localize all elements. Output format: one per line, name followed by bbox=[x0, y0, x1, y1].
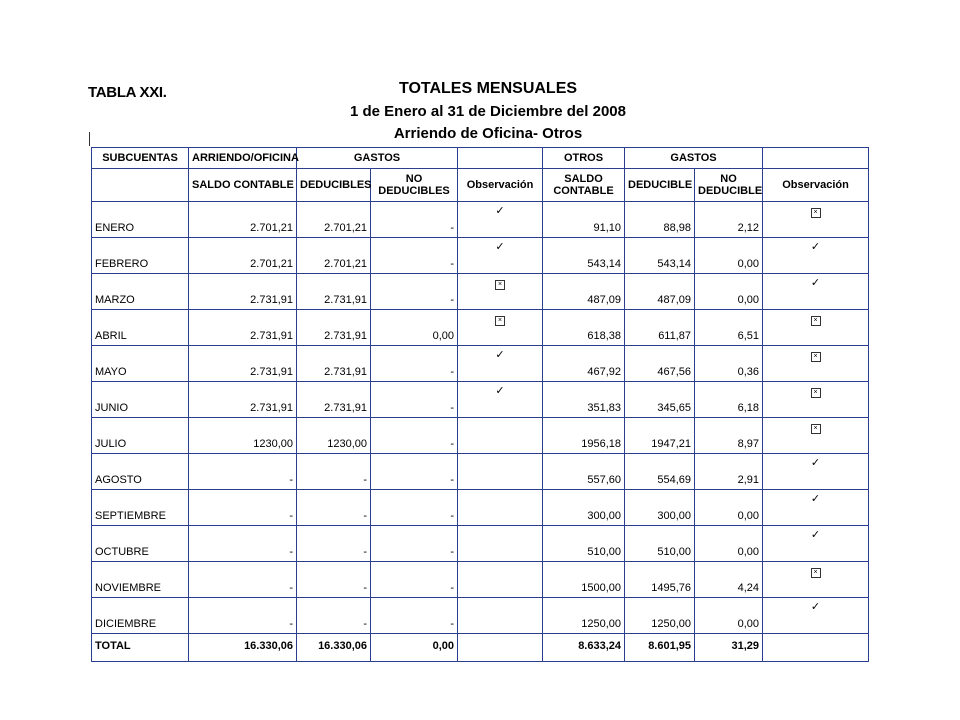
observacion-1-cell bbox=[458, 598, 543, 634]
table-row bbox=[92, 382, 869, 418]
no-deducibles-cell: - bbox=[371, 382, 458, 418]
observacion-1-cell bbox=[458, 310, 543, 346]
saldo-cell: 2.731,91 bbox=[189, 274, 297, 310]
saldo-cell: 2.701,21 bbox=[189, 202, 297, 238]
table-row bbox=[92, 490, 869, 526]
deducibles-cell: 2.701,21 bbox=[297, 238, 371, 274]
deducibles-cell: - bbox=[297, 526, 371, 562]
deducible-cell: 467,56 bbox=[625, 346, 695, 382]
header-otros: OTROS bbox=[543, 148, 625, 169]
saldo-cell: 2.701,21 bbox=[189, 238, 297, 274]
check-icon: ✓ bbox=[810, 241, 821, 253]
observacion-2-cell bbox=[763, 490, 869, 526]
otros-saldo-cell: 487,09 bbox=[543, 274, 625, 310]
saldo-cell: 2.731,91 bbox=[189, 310, 297, 346]
check-icon: ✓ bbox=[495, 205, 505, 217]
deducibles-cell: 2.731,91 bbox=[297, 274, 371, 310]
deducible-cell: 345,65 bbox=[625, 382, 695, 418]
saldo-cell: - bbox=[189, 562, 297, 598]
monthly-totals-table bbox=[91, 147, 869, 662]
no-deducible-cell: 0,00 bbox=[695, 238, 763, 274]
month-cell: ABRIL bbox=[92, 310, 189, 346]
total-otros-saldo: 8.633,24 bbox=[543, 634, 625, 662]
check-icon: ✓ bbox=[495, 385, 505, 397]
deducible-cell: 1947,21 bbox=[625, 418, 695, 454]
header-saldo-contable-1: SALDO CONTABLE bbox=[189, 169, 297, 202]
month-cell: FEBRERO bbox=[92, 238, 189, 274]
header-row-1 bbox=[92, 148, 869, 169]
table-row bbox=[92, 310, 869, 346]
no-deducible-cell: 6,51 bbox=[695, 310, 763, 346]
month-cell: OCTUBRE bbox=[92, 526, 189, 562]
boxed-x-icon: × bbox=[811, 566, 821, 578]
check-icon: ✓ bbox=[495, 241, 505, 253]
saldo-cell: 2.731,91 bbox=[189, 346, 297, 382]
no-deducible-cell: 4,24 bbox=[695, 562, 763, 598]
no-deducibles-cell: - bbox=[371, 418, 458, 454]
otros-saldo-cell: 1500,00 bbox=[543, 562, 625, 598]
boxed-x-icon: × bbox=[811, 422, 821, 434]
divider bbox=[89, 132, 90, 146]
observacion-2-cell bbox=[763, 382, 869, 418]
saldo-cell: - bbox=[189, 454, 297, 490]
deducibles-cell: - bbox=[297, 454, 371, 490]
boxed-x-icon: × bbox=[811, 350, 821, 362]
header-gastos-2: GASTOS bbox=[625, 148, 763, 169]
otros-saldo-cell: 467,92 bbox=[543, 346, 625, 382]
check-icon: ✓ bbox=[810, 529, 821, 541]
no-deducible-cell: 0,00 bbox=[695, 598, 763, 634]
boxed-x-icon: × bbox=[495, 314, 505, 326]
deducibles-cell: - bbox=[297, 562, 371, 598]
total-obs-1 bbox=[458, 634, 543, 662]
month-cell: MARZO bbox=[92, 274, 189, 310]
saldo-cell: - bbox=[189, 490, 297, 526]
check-icon: ✓ bbox=[495, 349, 505, 361]
total-saldo: 16.330,06 bbox=[189, 634, 297, 662]
header-row-2 bbox=[92, 169, 869, 202]
observacion-2-cell bbox=[763, 454, 869, 490]
no-deducible-cell: 0,00 bbox=[695, 490, 763, 526]
table-row bbox=[92, 598, 869, 634]
observacion-2-cell bbox=[763, 310, 869, 346]
observacion-1-cell bbox=[458, 418, 543, 454]
boxed-x-icon: × bbox=[811, 386, 821, 398]
saldo-cell: 1230,00 bbox=[189, 418, 297, 454]
header-no-deducible: NO DEDUCIBLE bbox=[695, 169, 763, 202]
table-row bbox=[92, 562, 869, 598]
observacion-1-cell bbox=[458, 238, 543, 274]
total-deducible: 8.601,95 bbox=[625, 634, 695, 662]
otros-saldo-cell: 543,14 bbox=[543, 238, 625, 274]
observacion-1-cell bbox=[458, 490, 543, 526]
deducibles-cell: 2.731,91 bbox=[297, 346, 371, 382]
deducible-cell: 543,14 bbox=[625, 238, 695, 274]
header-blank bbox=[92, 169, 189, 202]
total-no-deducible: 31,29 bbox=[695, 634, 763, 662]
month-cell: JUNIO bbox=[92, 382, 189, 418]
deducible-cell: 554,69 bbox=[625, 454, 695, 490]
observacion-2-cell bbox=[763, 346, 869, 382]
month-cell: DICIEMBRE bbox=[92, 598, 189, 634]
boxed-x-icon: × bbox=[811, 314, 821, 326]
check-icon: ✓ bbox=[810, 601, 821, 613]
observacion-1-cell bbox=[458, 202, 543, 238]
date-range-subtitle: 1 de Enero al 31 de Diciembre del 2008 bbox=[350, 103, 626, 120]
otros-saldo-cell: 91,10 bbox=[543, 202, 625, 238]
deducibles-cell: 2.731,91 bbox=[297, 382, 371, 418]
total-no-deducibles: 0,00 bbox=[371, 634, 458, 662]
otros-saldo-cell: 351,83 bbox=[543, 382, 625, 418]
check-icon: ✓ bbox=[810, 277, 821, 289]
month-cell: JULIO bbox=[92, 418, 189, 454]
no-deducibles-cell: - bbox=[371, 454, 458, 490]
saldo-cell: - bbox=[189, 526, 297, 562]
deducible-cell: 1250,00 bbox=[625, 598, 695, 634]
boxed-x-icon: × bbox=[495, 278, 505, 290]
category-subtitle: Arriendo de Oficina- Otros bbox=[393, 125, 583, 142]
total-label: TOTAL bbox=[92, 634, 189, 662]
no-deducible-cell: 0,00 bbox=[695, 526, 763, 562]
deducible-cell: 510,00 bbox=[625, 526, 695, 562]
saldo-cell: - bbox=[189, 598, 297, 634]
table-row bbox=[92, 418, 869, 454]
header-observacion-1: Observación bbox=[458, 169, 543, 202]
no-deducible-cell: 6,18 bbox=[695, 382, 763, 418]
observacion-2-cell bbox=[763, 238, 869, 274]
table-row bbox=[92, 202, 869, 238]
observacion-2-cell bbox=[763, 418, 869, 454]
header-arriendo: ARRIENDO/OFICINA bbox=[189, 148, 297, 169]
header-deducibles: DEDUCIBLES bbox=[297, 169, 371, 202]
no-deducibles-cell: - bbox=[371, 346, 458, 382]
table-row bbox=[92, 274, 869, 310]
header-gastos-1: GASTOS bbox=[297, 148, 458, 169]
month-cell: AGOSTO bbox=[92, 454, 189, 490]
saldo-cell: 2.731,91 bbox=[189, 382, 297, 418]
no-deducible-cell: 2,12 bbox=[695, 202, 763, 238]
no-deducibles-cell: - bbox=[371, 598, 458, 634]
header-no-deducibles: NO DEDUCIBLES bbox=[371, 169, 458, 202]
observacion-2-cell bbox=[763, 562, 869, 598]
otros-saldo-cell: 510,00 bbox=[543, 526, 625, 562]
total-row bbox=[92, 634, 869, 662]
deducibles-cell: 2.731,91 bbox=[297, 310, 371, 346]
deducible-cell: 88,98 bbox=[625, 202, 695, 238]
deducible-cell: 300,00 bbox=[625, 490, 695, 526]
month-cell: MAYO bbox=[92, 346, 189, 382]
table-row bbox=[92, 454, 869, 490]
page-title: TOTALES MENSUALES bbox=[398, 80, 578, 97]
header-observacion-2: Observación bbox=[763, 169, 869, 202]
check-icon: ✓ bbox=[810, 493, 821, 505]
table-row bbox=[92, 346, 869, 382]
no-deducible-cell: 0,36 bbox=[695, 346, 763, 382]
check-icon: ✓ bbox=[810, 457, 821, 469]
total-deducibles: 16.330,06 bbox=[297, 634, 371, 662]
table-label: TABLA XXI. bbox=[88, 84, 167, 101]
header-saldo-contable-2: SALDO CONTABLE bbox=[543, 169, 625, 202]
month-cell: ENERO bbox=[92, 202, 189, 238]
observacion-2-cell bbox=[763, 598, 869, 634]
boxed-x-icon: × bbox=[811, 206, 821, 218]
observacion-1-cell bbox=[458, 274, 543, 310]
observacion-1-cell bbox=[458, 562, 543, 598]
deducibles-cell: - bbox=[297, 598, 371, 634]
observacion-1-cell bbox=[458, 382, 543, 418]
no-deducibles-cell: - bbox=[371, 562, 458, 598]
month-cell: SEPTIEMBRE bbox=[92, 490, 189, 526]
no-deducible-cell: 2,91 bbox=[695, 454, 763, 490]
deducibles-cell: - bbox=[297, 490, 371, 526]
otros-saldo-cell: 618,38 bbox=[543, 310, 625, 346]
no-deducibles-cell: 0,00 bbox=[371, 310, 458, 346]
otros-saldo-cell: 557,60 bbox=[543, 454, 625, 490]
otros-saldo-cell: 300,00 bbox=[543, 490, 625, 526]
no-deducibles-cell: - bbox=[371, 202, 458, 238]
observacion-2-cell bbox=[763, 526, 869, 562]
otros-saldo-cell: 1956,18 bbox=[543, 418, 625, 454]
total-obs-2 bbox=[763, 634, 869, 662]
no-deducibles-cell: - bbox=[371, 274, 458, 310]
deducible-cell: 611,87 bbox=[625, 310, 695, 346]
deducible-cell: 487,09 bbox=[625, 274, 695, 310]
no-deducibles-cell: - bbox=[371, 490, 458, 526]
otros-saldo-cell: 1250,00 bbox=[543, 598, 625, 634]
observacion-1-cell bbox=[458, 346, 543, 382]
no-deducibles-cell: - bbox=[371, 526, 458, 562]
header-empty-2 bbox=[763, 148, 869, 169]
observacion-1-cell bbox=[458, 454, 543, 490]
no-deducibles-cell: - bbox=[371, 238, 458, 274]
table-row bbox=[92, 238, 869, 274]
table-row bbox=[92, 526, 869, 562]
month-cell: NOVIEMBRE bbox=[92, 562, 189, 598]
observacion-2-cell bbox=[763, 274, 869, 310]
no-deducible-cell: 8,97 bbox=[695, 418, 763, 454]
observacion-2-cell bbox=[763, 202, 869, 238]
no-deducible-cell: 0,00 bbox=[695, 274, 763, 310]
deducibles-cell: 1230,00 bbox=[297, 418, 371, 454]
observacion-1-cell bbox=[458, 526, 543, 562]
deducible-cell: 1495,76 bbox=[625, 562, 695, 598]
header-empty-1 bbox=[458, 148, 543, 169]
header-subcuentas: SUBCUENTAS bbox=[92, 148, 189, 169]
header-deducible: DEDUCIBLE bbox=[625, 169, 695, 202]
deducibles-cell: 2.701,21 bbox=[297, 202, 371, 238]
